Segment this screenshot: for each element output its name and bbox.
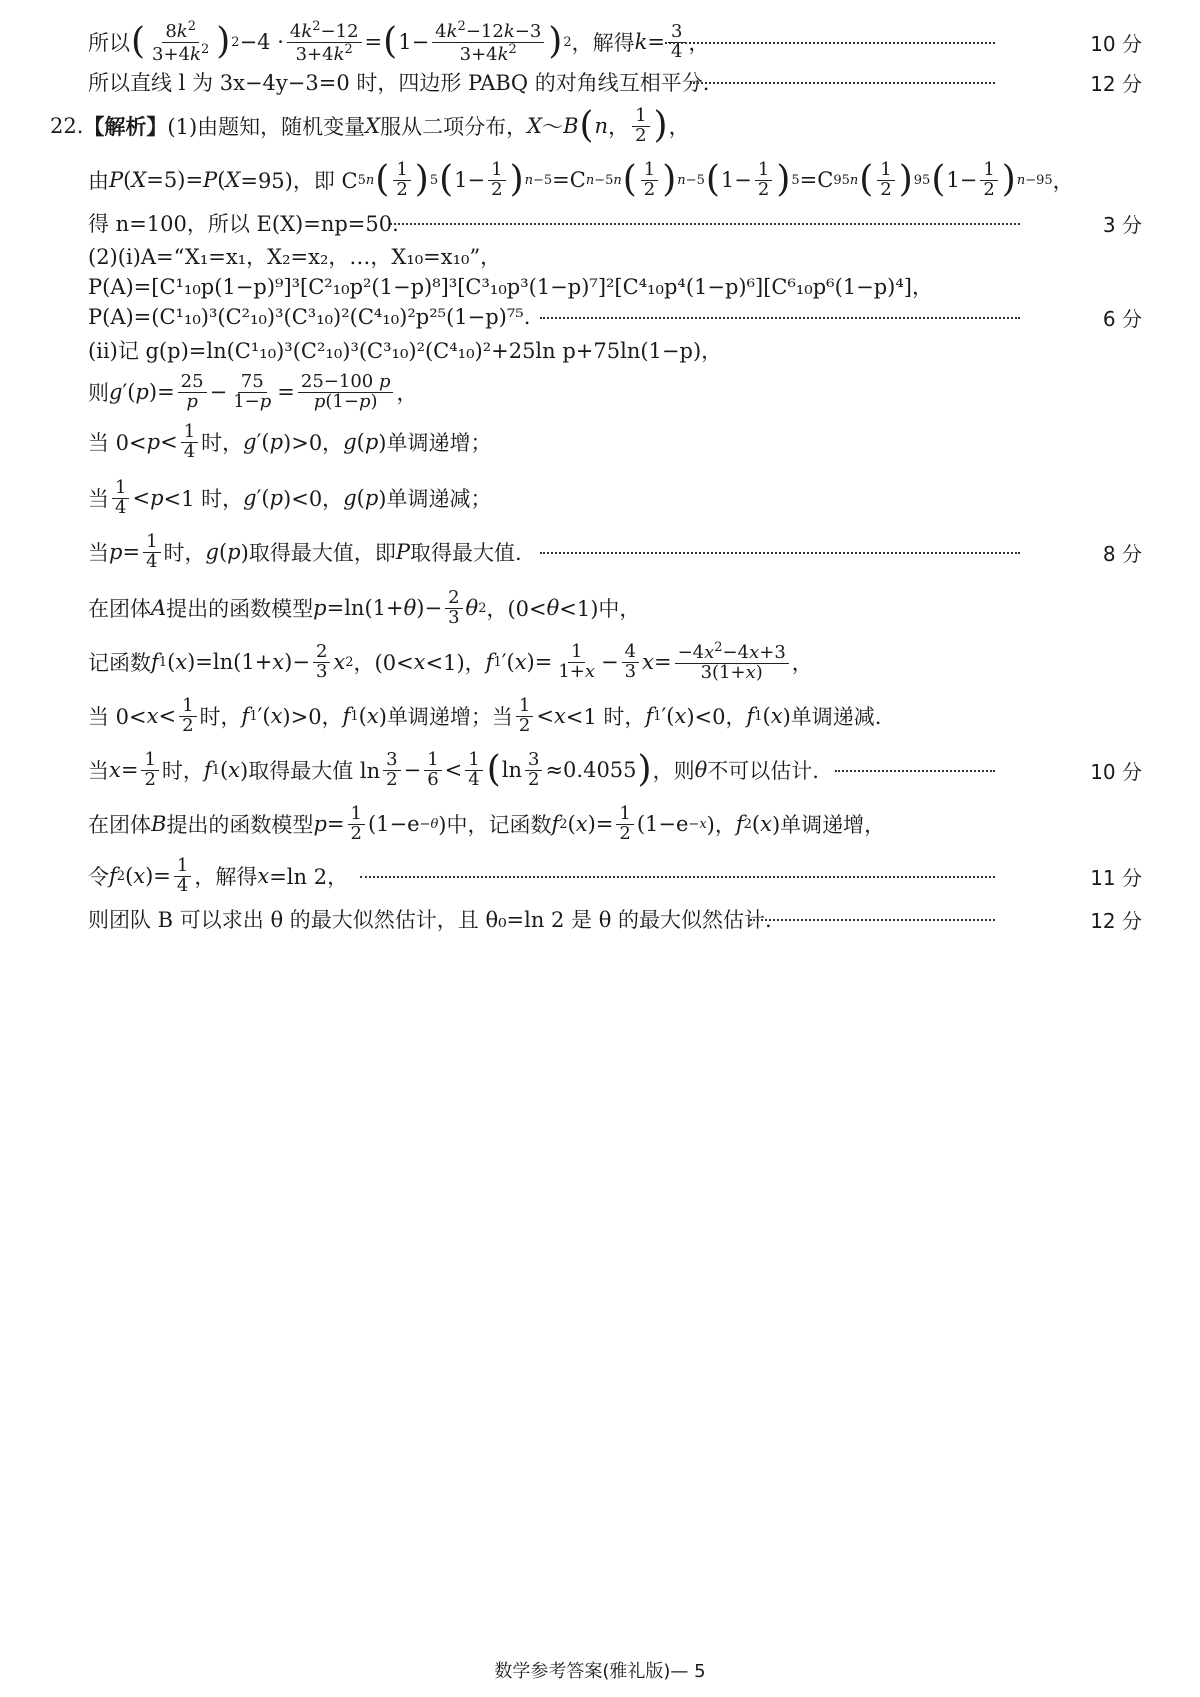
solution-line-18 — [0, 804, 1200, 844]
solution-line-12 — [0, 478, 1200, 518]
equation-line-16: 当 0< x < $\frac{1}{2}$ 时， f 1 ′( x )>0， f 1 ( x )单调递增；当 $\frac{1}{2}$ < x <1 时， f 1 ′( x )<0， f 1 ( x )单调递减. — [88, 694, 882, 736]
dot-leader — [665, 42, 995, 44]
statement-text: (ⅱ)记 g(p)=ln(C¹₁₀)³(C²₁₀)³(C³₁₀)²(C⁴₁₀)²+25ln p+75ln(1−p)， — [88, 339, 723, 363]
dot-leader — [390, 223, 1020, 225]
score-label: 6 分 — [1102, 306, 1142, 331]
score-label: 3 分 — [1102, 212, 1142, 237]
statement-text: (2)(ⅰ)A=“X₁=x₁，X₂=x₂，…，X₁₀=x₁₀”， — [88, 245, 502, 269]
equation-line-12: 当 $\frac{1}{4}$ < p <1 时， g ′( p )<0， g ( p )单调递减； — [88, 476, 492, 518]
score-label: 10 分 — [1090, 31, 1142, 56]
solution-line-1 — [0, 18, 1200, 65]
solution-line-4 — [0, 160, 1200, 200]
equation-line-18: 在团体 B 提出的函数模型 p = $\frac{1}{2}$ (1−e −θ )中，记函数 f 2 ( x )= $\frac{1}{2}$ (1−e −x )， f 2 ( x )单调递增， — [88, 802, 886, 844]
page-footer: 数学参考答案(雅礼版)— 5 — [494, 1661, 706, 1682]
equation-line-14: 在团体 A 提出的函数模型 p =ln(1+ θ )− $\frac{2}{3}$ θ 2 ，(0< θ <1)中， — [88, 586, 641, 628]
score-label: 12 分 — [1090, 908, 1142, 933]
solution-line-17 — [0, 750, 1200, 790]
score-label: 12 分 — [1090, 71, 1142, 96]
solution-line-9 — [0, 330, 1200, 370]
statement-text: 得 n=100，所以 E(X)=np=50. — [88, 212, 399, 236]
equation-line-17: 当 x = $\frac{1}{2}$ 时， f 1 ( x )取得最大值 ln $\frac{3}{2}$ − $\frac{1}{6}$ < $\frac{1}{4}$ ( ln $\frac{3}{2}$ ≈0.4055 ) ，则 θ 不可以估计. — [88, 748, 819, 790]
equation-line-13: 当 p = $\frac{1}{4}$ 时， g ( p )取得最大值，即 P 取得最大值. — [88, 530, 522, 572]
problem-22-heading: 22. 【解析】 (1)由题知，随机变量 X 服从二项分布， X ～ B ( n ， $\frac{1}{2}$ ) ， — [50, 104, 690, 146]
solution-line-13 — [0, 532, 1200, 572]
score-label: 11 分 — [1090, 865, 1142, 890]
solution-line-14 — [0, 588, 1200, 628]
equation-line-19: 令 f 2 ( x )= $\frac{1}{4}$ ，解得 x =ln 2， — [88, 854, 349, 896]
solution-line-20 — [0, 899, 1200, 939]
equation-line-10: 则 g ′( p )= $\frac{25}{p}$ − $\frac{75}{1-p}$ = $\frac{25-100 p}{p(1-p)}$ ， — [88, 370, 418, 412]
solution-line-15 — [0, 642, 1200, 682]
solution-line-16 — [0, 696, 1200, 736]
statement-text: 所以直线 l 为 3x−4y−3=0 时，四边形 PABQ 的对角线互相平分. — [88, 71, 710, 95]
equation-line-11: 当 0< p < $\frac{1}{4}$ 时， g ′( p )>0， g ( p )单调递增； — [88, 420, 492, 462]
solution-line-3 — [0, 106, 1200, 146]
statement-text: P(A)=(C¹₁₀)³(C²₁₀)³(C³₁₀)²(C⁴₁₀)²p²⁵(1−p)⁷⁵. — [88, 305, 531, 329]
dot-leader — [540, 552, 1020, 554]
equation-line-1: 所以 ( $\frac{8k^2}{3+4k^2}$ ) 2 −4 · $\frac{4k^2-12}{3+4k^2}$ = ( 1− $\frac{4k^2-12k-3}{3+4k^2}$ ) 2 ，解得 k = $\frac{3}{4}$ ， — [88, 18, 710, 65]
solution-line-10 — [0, 372, 1200, 412]
dot-leader — [690, 82, 995, 84]
score-label: 10 分 — [1090, 759, 1142, 784]
solution-line-19 — [0, 856, 1200, 896]
dot-leader — [360, 876, 995, 878]
solution-line-11 — [0, 422, 1200, 462]
statement-text: 则团队 B 可以求出 θ 的最大似然估计，且 θ₀=ln 2 是 θ 的最大似然估计. — [88, 908, 772, 932]
solution-line-2 — [0, 62, 1200, 102]
statement-text: P(A)=[C¹₁₀p(1−p)⁹]³[C²₁₀p²(1−p)⁸]³[C³₁₀p³(1−p)⁷]²[C⁴₁₀p⁴(1−p)⁶][C⁶₁₀p⁶(1−p)⁴]， — [88, 275, 933, 299]
score-label: 8 分 — [1102, 541, 1142, 566]
dot-leader — [835, 770, 995, 772]
equation-line-15: 记函数 f 1 ( x )=ln(1+ x )− $\frac{2}{3}$ x 2 ，(0< x <1)， f 1 ′( x )= $\frac{1}{1+x}$ − $\frac{4}{3}$ x = $\frac{-4x^2-4x+3}{3(1+x)}$ ， — [88, 640, 813, 683]
equation-line-4: 由 P ( X =5)= P ( X =95)，即 C 5 n ( $\frac{1}{2}$ ) 5 ( 1− $\frac{1}{2}$ ) n−5 =C n−5 n ( $\frac{1}{2}$ ) n−5 ( 1− $\frac{1}{2}$ ) 5 =C 95 n ( $\frac{1}{2}$ ) 95 ( 1− $\frac{1}{2}$ ) n−95 ， — [88, 158, 1074, 200]
dot-leader — [750, 919, 995, 921]
dot-leader — [540, 317, 1020, 319]
